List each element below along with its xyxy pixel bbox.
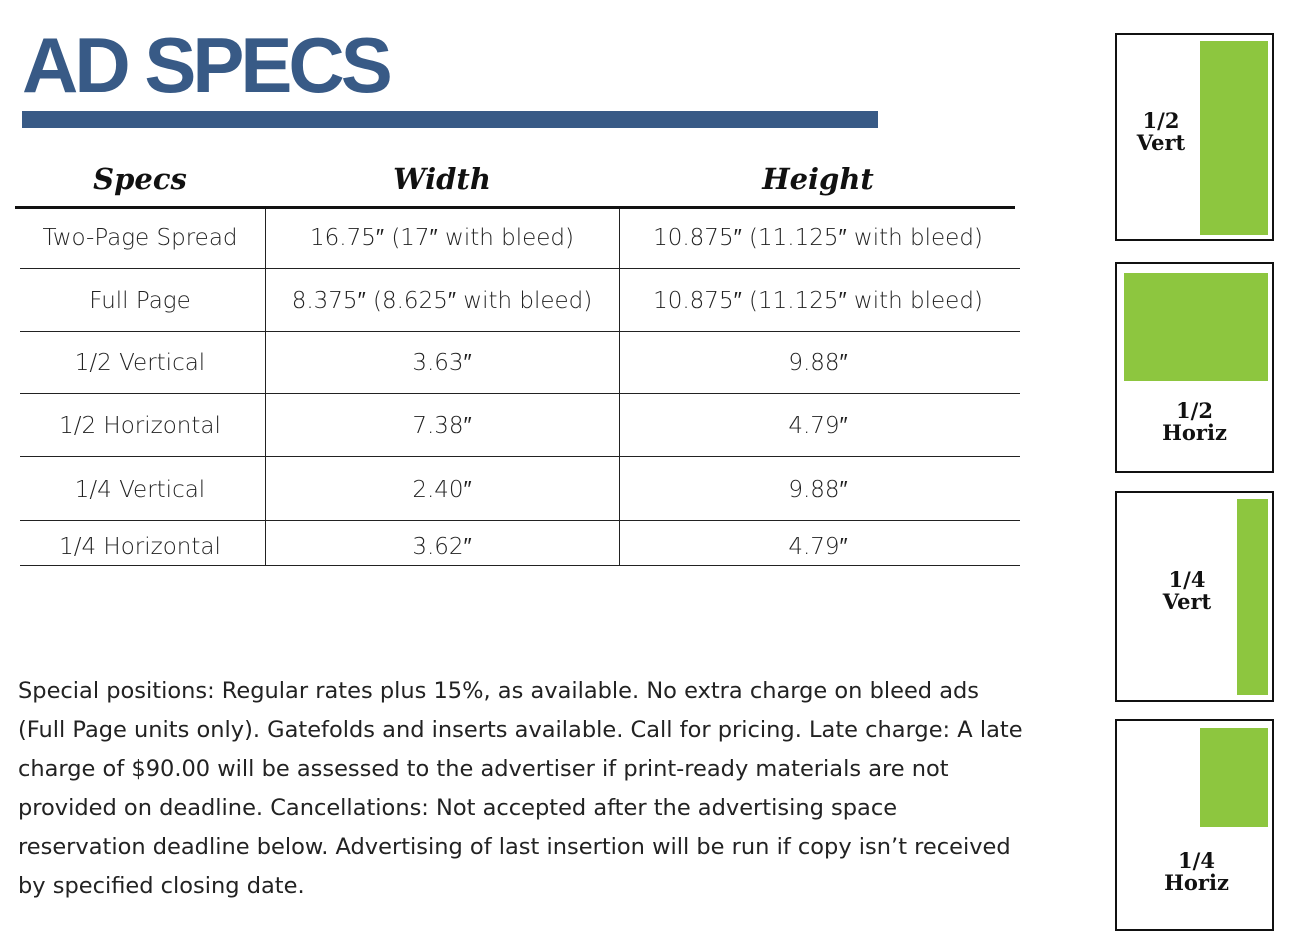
row-divider xyxy=(20,393,1020,394)
table-cell-width: 16.75″ (17″ with bleed) xyxy=(310,225,574,251)
table-cell-height: 10.875″ (11.125″ with bleed) xyxy=(653,288,983,314)
row-divider xyxy=(20,268,1020,269)
column-divider-2 xyxy=(619,209,620,566)
diagram-label: 1/2 Vert xyxy=(1136,108,1186,155)
table-cell-spec: 1/4 Horizontal xyxy=(59,534,221,560)
row-divider xyxy=(20,331,1020,332)
row-divider xyxy=(20,520,1020,521)
table-cell-width: 2.40″ xyxy=(412,477,472,503)
table-cell-width: 3.62″ xyxy=(412,534,472,560)
table-cell-height: 4.79″ xyxy=(788,413,848,439)
ad-area-fill xyxy=(1124,273,1268,381)
quarter-horizontal-diagram xyxy=(1115,719,1274,931)
title-underline-bar xyxy=(22,111,878,128)
table-cell-spec: Two-Page Spread xyxy=(42,225,238,251)
diagram-label: 1/2 Horiz xyxy=(1162,398,1227,445)
table-cell-height: 9.88″ xyxy=(788,477,848,503)
row-divider xyxy=(20,456,1020,457)
header-rule xyxy=(15,206,1015,209)
table-cell-height: 4.79″ xyxy=(788,534,848,560)
table-cell-spec: 1/2 Vertical xyxy=(74,350,206,376)
header-height: Height xyxy=(762,162,874,196)
half-horizontal-diagram xyxy=(1115,262,1274,473)
diagram-label: 1/4 Horiz xyxy=(1164,848,1229,895)
ad-area-fill xyxy=(1200,728,1268,827)
header-specs: Specs xyxy=(93,162,187,196)
table-cell-width: 7.38″ xyxy=(412,413,472,439)
diagram-label: 1/4 Vert xyxy=(1162,567,1212,614)
table-cell-height: 9.88″ xyxy=(788,350,848,376)
table-cell-width: 3.63″ xyxy=(412,350,472,376)
row-divider xyxy=(20,565,1020,566)
ad-area-fill xyxy=(1200,41,1268,235)
table-cell-spec: 1/4 Vertical xyxy=(74,477,206,503)
quarter-vertical-diagram xyxy=(1115,491,1274,702)
special-positions-note: Special positions: Regular rates plus 15%, as available. No extra charge on bleed ads (Full Page units only). Gatefolds and inserts available. Call for pricing. Late charge: A late charge of $90.00 will be assessed to the advertiser if print-ready materials are not provided on deadline. Cancellations: Not accepted after the advertising space reservation deadline below. Advertising of last insertion will be run if copy isn’t received by specified closing date. xyxy=(18,678,1023,899)
half-vertical-diagram xyxy=(1115,33,1274,241)
ad-area-fill xyxy=(1237,499,1268,695)
table-cell-height: 10.875″ (11.125″ with bleed) xyxy=(653,225,983,251)
table-cell-spec: Full Page xyxy=(89,288,191,314)
table-cell-spec: 1/2 Horizontal xyxy=(59,413,221,439)
header-width: Width xyxy=(393,162,491,196)
page-title: AD SPECS xyxy=(22,21,389,109)
table-cell-width: 8.375″ (8.625″ with bleed) xyxy=(291,288,593,314)
column-divider-1 xyxy=(265,209,266,566)
